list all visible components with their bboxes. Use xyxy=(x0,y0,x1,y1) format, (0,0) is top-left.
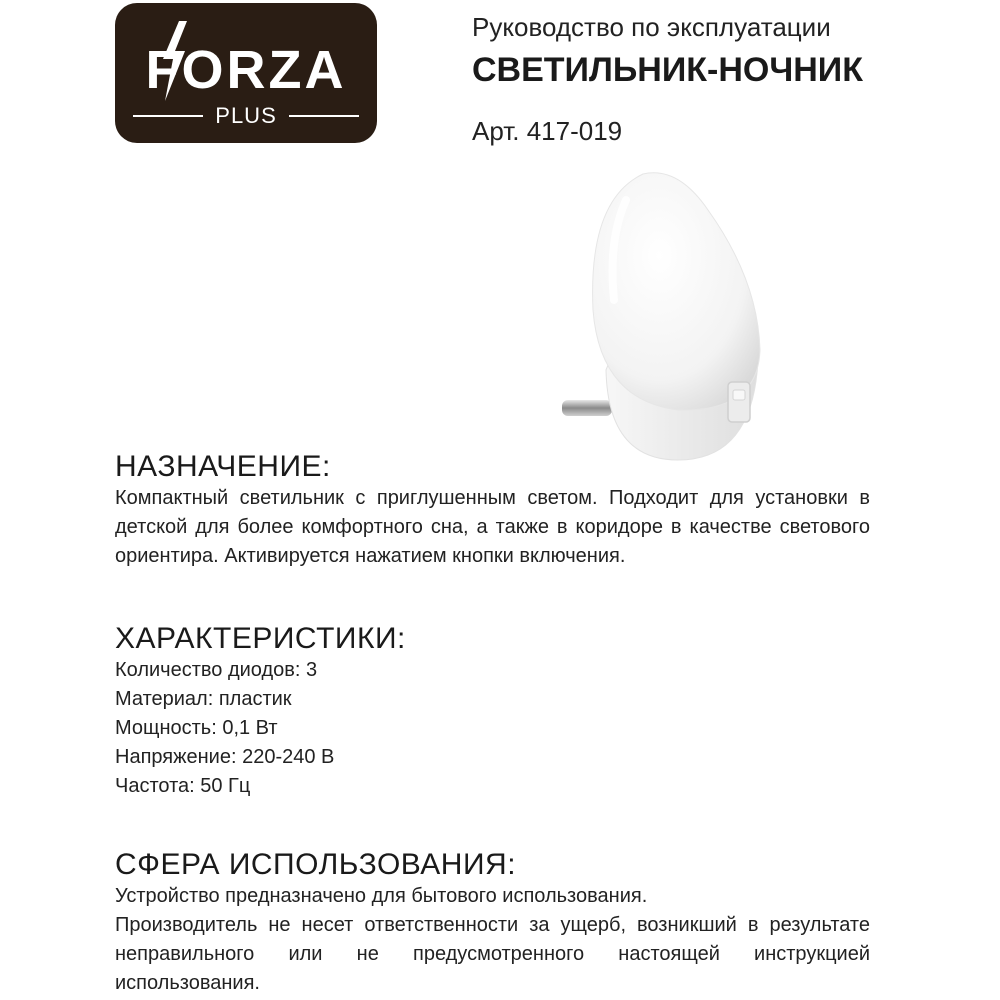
spec-voltage: Напряжение: 220-240 В xyxy=(115,746,335,768)
purpose-text: Компактный светильник с приглушенным светом. Подходит для установки в детской для более комфортного сна, а также в коридоре в качестве светового ориентира. Активируется нажатием кнопки включения. xyxy=(115,487,870,567)
purpose-heading: НАЗНАЧЕНИЕ: xyxy=(115,450,331,483)
purpose-section xyxy=(115,450,870,571)
scope-text-1: Устройство предназначено для бытового использования. xyxy=(115,885,648,907)
spec-diodes: Количество диодов: 3 xyxy=(115,659,318,681)
logo-subtitle: PLUS xyxy=(215,103,277,128)
spec-material: Материал: пластик xyxy=(115,688,292,710)
logo-divider-left xyxy=(133,115,203,117)
spec-power: Мощность: 0,1 Вт xyxy=(115,717,278,739)
specs-heading: ХАРАКТЕРИСТИКИ: xyxy=(115,622,406,655)
scope-heading: СФЕРА ИСПОЛЬЗОВАНИЯ: xyxy=(115,848,517,881)
logo-divider-right xyxy=(289,115,359,117)
product-title: СВЕТИЛЬНИК-НОЧНИК xyxy=(472,51,863,89)
brand-logo xyxy=(115,3,377,143)
specs-section xyxy=(115,622,870,801)
logo-wordmark: FORZA xyxy=(145,40,347,100)
spec-frequency: Частота: 50 Гц xyxy=(115,775,251,797)
night-light-image xyxy=(548,160,788,470)
scope-text-2: Производитель не несет ответственности за ущерб, возникший в результате неправильного или не предусмотренного настоящей инструкцией использования. xyxy=(115,914,870,994)
article-number: Арт. 417-019 xyxy=(472,116,623,146)
manual-label: Руководство по эксплуатации xyxy=(472,12,831,42)
logo-subline xyxy=(133,105,359,127)
scope-section xyxy=(115,848,870,998)
